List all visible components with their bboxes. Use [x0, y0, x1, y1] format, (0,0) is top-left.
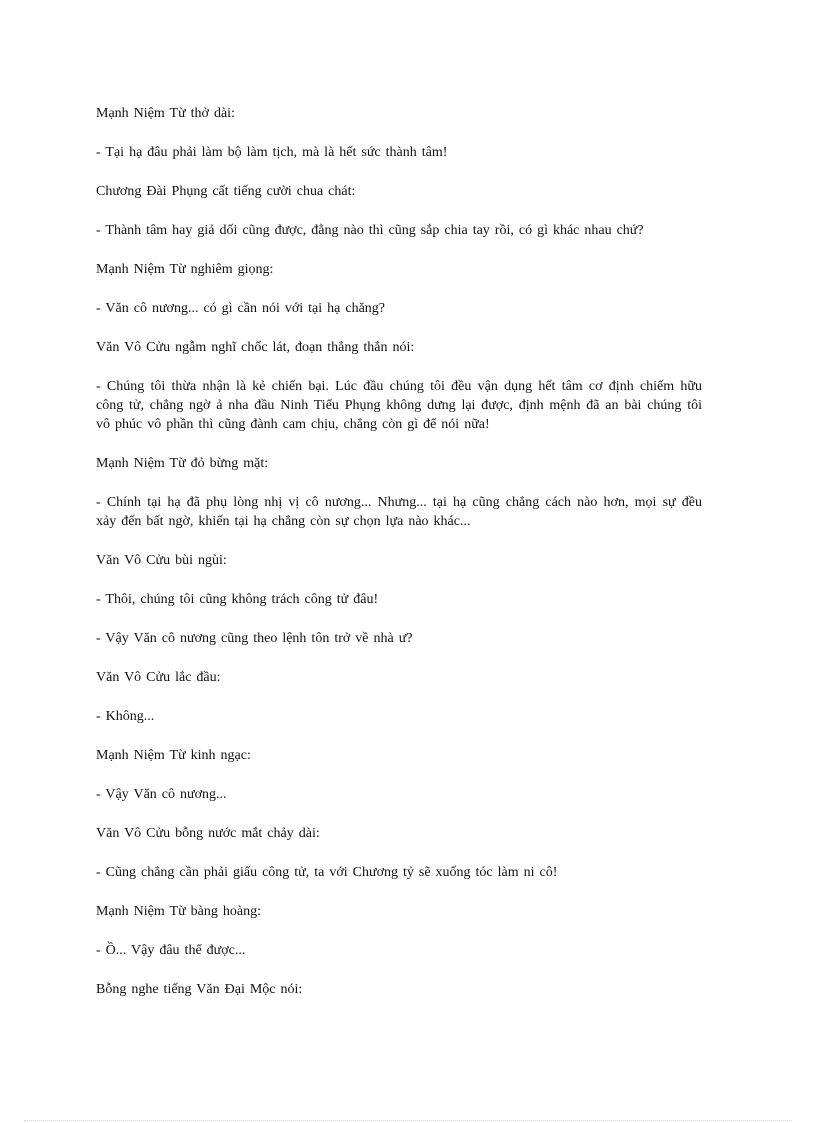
paragraph: - Không...	[96, 709, 155, 724]
paragraph: Văn Vô Cửu ngẫm nghĩ chốc lát, đoạn thẳng thắn nói:	[96, 340, 415, 355]
paragraph: Mạnh Niệm Từ kinh ngạc:	[96, 748, 251, 763]
paragraph: Mạnh Niệm Từ nghiêm giọng:	[96, 262, 274, 277]
paragraph: Bỗng nghe tiếng Văn Đại Mộc nói:	[96, 982, 303, 997]
paragraph: Mạnh Niệm Từ bàng hoàng:	[96, 904, 261, 919]
paragraph: Mạnh Niệm Từ thở dài:	[96, 106, 235, 121]
paragraph: - Văn cô nương... có gì cần nói với tại hạ chăng?	[96, 301, 386, 316]
page-bottom-divider	[24, 1120, 792, 1121]
paragraph: Chương Đài Phụng cất tiếng cười chua chát:	[96, 184, 356, 199]
paragraph: - Thôi, chúng tôi cũng không trách công tử đâu!	[96, 592, 379, 607]
paragraph: - Chính tại hạ đã phụ lòng nhị vị cô nương... Nhưng... tại hạ cũng chẳng cách nào hơn, mọi sự đều xảy đến bất ngờ, khiến tại hạ chẳng còn sự chọn lựa nào khác...	[96, 495, 702, 529]
paragraph: - Vậy Văn cô nương cũng theo lệnh tôn trở về nhà ư?	[96, 631, 413, 646]
document-body	[96, 104, 702, 1019]
paragraph: Văn Vô Cửu bỗng nước mắt chảy dài:	[96, 826, 320, 841]
paragraph: - Thành tâm hay giả dối cũng được, đằng nào thì cũng sắp chia tay rồi, có gì khác nhau chứ?	[96, 223, 644, 238]
paragraph: Văn Vô Cửu bùi ngùi:	[96, 553, 227, 568]
paragraph: - Vậy Văn cô nương...	[96, 787, 227, 802]
paragraph: - Ồ... Vậy đâu thể được...	[96, 943, 246, 958]
paragraph: Mạnh Niệm Từ đỏ bừng mặt:	[96, 456, 269, 471]
paragraph: - Chúng tôi thừa nhận là kẻ chiến bại. Lúc đầu chúng tôi đều vận dụng hết tâm cơ định chiếm hữu công tử, chẳng ngờ ả nha đầu Ninh Tiểu Phụng không dưng lại được, định mệnh đã an bài chúng tôi vô phúc vô phần thì cũng đành cam chịu, chẳng còn gì để nói nữa!	[96, 379, 702, 432]
paragraph: - Tại hạ đâu phải làm bộ làm tịch, mà là hết sức thành tâm!	[96, 145, 448, 160]
paragraph: - Cũng chẳng cần phải giấu công tử, ta với Chương tỷ sẽ xuống tóc làm ni cô!	[96, 865, 558, 880]
paragraph: Văn Vô Cửu lắc đầu:	[96, 670, 221, 685]
